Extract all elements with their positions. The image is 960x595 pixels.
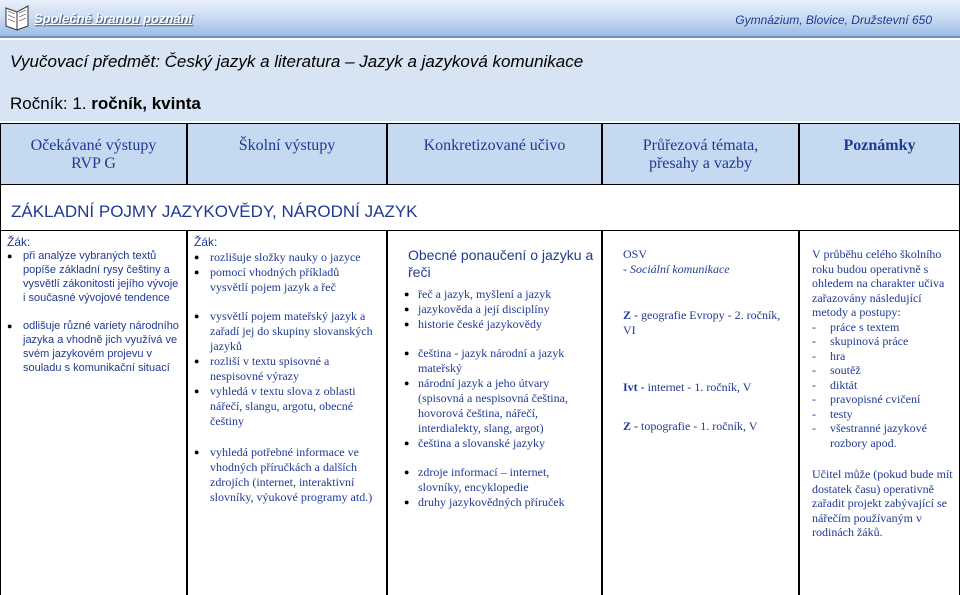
subject-label: Vyučovací předmět: [10,52,165,71]
school-name: Gymnázium, Blovice, Družstevní 650 [735,13,932,27]
notes-teacher: Učitel může (pokud bude mít dostatek času) operativně zařadit projekt zabývající se nářečím používaným v rodinách žáků. [812,467,953,539]
list-item: - všestranné jazykové rozbory apod. [812,421,953,450]
notes-intro: V průběhu celého školního roku budou operativně s ohledem na charakter učiva zařazovány následující metody a postupy: [812,247,945,319]
list-item: - pravopisné cvičení [812,392,953,407]
subject-value: Český jazyk a literatura – Jazyk a jazyková komunikace [164,52,584,71]
subject-line [10,52,583,72]
list-item: ● historie české jazykovědy [394,317,595,332]
col-notes [799,230,960,595]
list-item: - práce s textem [812,320,953,335]
col-school-outputs [187,230,387,595]
list-item: ● vyhledá v textu slova z oblasti nářečí, slangu, argotu, obecné češtiny [194,384,380,429]
pupil-lead: Žák: [7,235,31,249]
osv-sub: - Sociální komunikace [623,262,730,276]
header-banner [0,0,960,38]
osv-label: OSV [623,247,648,261]
pupil-lead: Žák: [194,235,218,249]
list-item: ● národní jazyk a jeho útvary (spisovná a nespisovná čeština, hovorová čeština, nářečí, interdialekty, slang, argot) [394,376,595,436]
grade-value: ročník, kvinta [91,94,201,113]
ivt-link: Ivt - internet - 1. ročník, V [623,380,752,394]
list-item: ● rozlišuje složky nauky o jazyce [194,250,380,265]
grade-line [10,94,201,114]
list-item: ● jazykověda a její disciplíny [394,302,595,317]
list-item: ● vyhledá potřebné informace ve vhodných příručkách a dalších zdrojích (internet, interaktivní slovníky, výukové programy atd.) [194,445,380,505]
grade-label: Ročník: 1. [10,94,92,113]
col-expected-outputs [0,230,187,595]
col-cross-topics [602,230,799,595]
header-expected-outputs: Očekávané výstupy RVP G [0,123,187,185]
list-item: ● čeština - jazyk národní a jazyk mateřský [394,346,595,376]
list-item: - testy [812,407,953,422]
topo-link: Z - topografie - 1. ročník, V [623,419,758,433]
subject-block [0,40,960,121]
geo-link: Z - geografie Evropy - 2. ročník, VI [623,308,781,337]
open-book-logo-icon [4,2,30,32]
list-item: - soutěž [812,363,953,378]
section-row [0,185,960,230]
header-notes: Poznámky [799,123,960,185]
section-title: ZÁKLADNÍ POJMY JAZYKOVĚDY, NÁRODNÍ JAZYK [11,202,418,221]
list-item: ● rozliší v textu spisovné a nespisovné výrazy [194,354,380,384]
header-school-outputs: Školní výstupy [187,123,387,185]
list-item: ● druhy jazykovědných příruček [394,495,595,510]
list-item: - skupinová práce [812,334,953,349]
list-item: ● vysvětlí pojem mateřský jazyk a zařadí jej do skupiny slovanských jazyků [194,309,380,354]
header-curriculum: Konkretizované učivo [387,123,602,185]
list-item: ● odlišuje různé variety národního jazyka a vhodně jich využívá ve svém jazykovém projevu v souladu s komunikační situací [7,319,180,375]
osv-block [623,247,792,277]
logo-text: Společně branou poznání [34,11,193,26]
list-item: ● řeč a jazyk, myšlení a jazyk [394,287,595,302]
list-item: ● při analýze vybraných textů popíše základní rysy češtiny a vysvětlí zákonitosti jejího vývoje i současné vývojové tendence [7,249,180,305]
list-item: - hra [812,349,953,364]
header-cross-topics: Průřezová témata, přesahy a vazby [602,123,799,185]
list-item: ● pomocí vhodných příkladů vysvětlí pojem jazyk a řeč [194,265,380,295]
curriculum-heading: Obecné ponaučení o jazyku a řeči [408,247,594,280]
banner-divider [0,36,960,38]
list-item: ● čeština a slovanské jazyky [394,436,595,451]
list-item: ● zdroje informací – internet, slovníky, encyklopedie [394,465,595,495]
col-curriculum [387,230,602,595]
list-item: - diktát [812,378,953,393]
